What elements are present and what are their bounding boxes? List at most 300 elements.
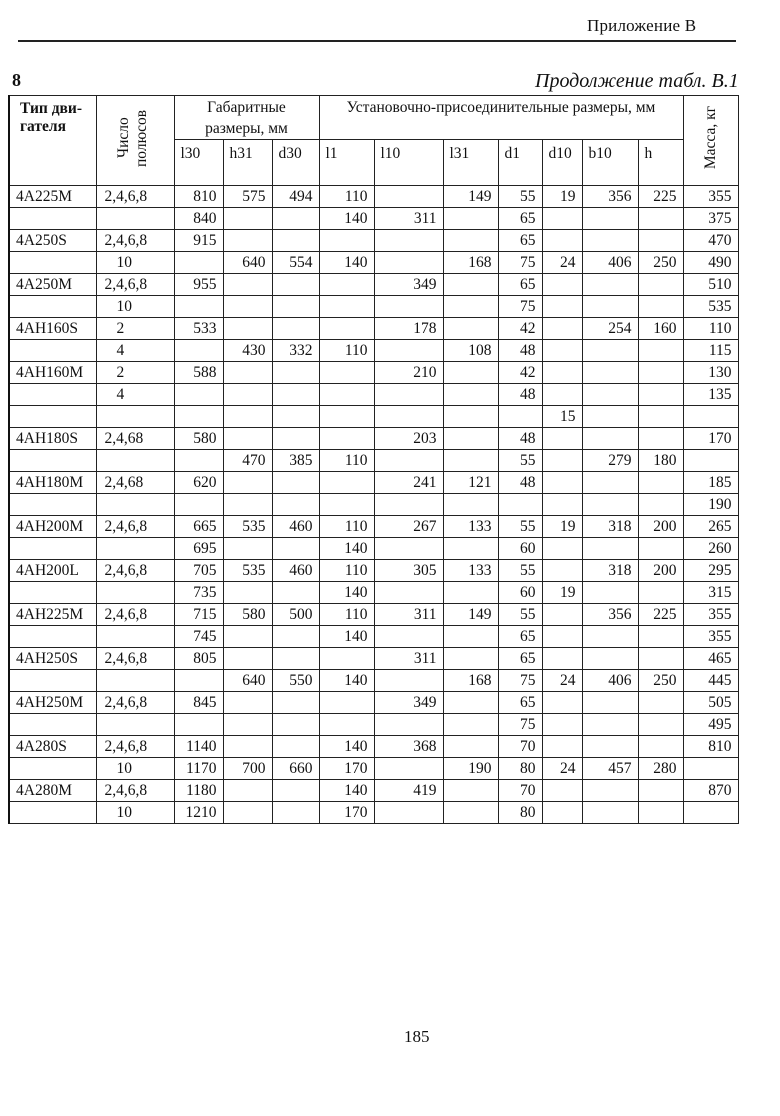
cell-l31 [443,274,498,296]
table-row [9,472,738,494]
cell-poles: 2,4,6,8 [96,230,174,252]
cell-d30 [272,472,319,494]
cell-d1 [498,494,542,516]
cell-poles [96,670,174,692]
cell-d10: 19 [542,186,582,208]
cell-type [9,714,96,736]
cell-l30: 840 [174,208,223,230]
cell-d10: 24 [542,670,582,692]
cell-d10 [542,494,582,516]
cell-mass: 190 [683,494,738,516]
cell-l30 [174,252,223,274]
cell-poles [96,582,174,604]
cell-type [9,758,96,780]
cell-d1: 55 [498,186,542,208]
cell-l10: 349 [374,274,443,296]
cell-mass: 110 [683,318,738,340]
cell-mass: 465 [683,648,738,670]
header-h31: h31 [223,140,272,186]
header-b10: b10 [582,140,638,186]
cell-poles: 2,4,6,8 [96,780,174,802]
header-d30: d30 [272,140,319,186]
cell-h [638,494,683,516]
cell-h31 [223,780,272,802]
table-row [9,802,738,824]
cell-poles [96,626,174,648]
cell-d30: 500 [272,604,319,626]
cell-mass: 315 [683,582,738,604]
cell-h [638,582,683,604]
cell-d1: 42 [498,362,542,384]
table-row [9,516,738,538]
cell-mass: 115 [683,340,738,362]
cell-h [638,406,683,428]
cell-b10: 406 [582,252,638,274]
table-row [9,714,738,736]
table-row [9,736,738,758]
cell-l10: 419 [374,780,443,802]
cell-d30 [272,384,319,406]
cell-l30: 533 [174,318,223,340]
cell-mass [683,802,738,824]
cell-type [9,494,96,516]
cell-d1: 55 [498,450,542,472]
header-mounting-dimensions: Установочно-присоединительные размеры, мм [319,96,683,140]
table-row [9,318,738,340]
table-row [9,538,738,560]
cell-l1 [319,274,374,296]
cell-poles: 2 [96,362,174,384]
cell-l31: 168 [443,670,498,692]
cell-d30: 494 [272,186,319,208]
cell-d1: 55 [498,604,542,626]
cell-l1: 140 [319,670,374,692]
cell-h31 [223,384,272,406]
cell-type [9,252,96,274]
table-row [9,494,738,516]
cell-l30 [174,494,223,516]
cell-d10 [542,318,582,340]
cell-poles: 10 [96,252,174,274]
cell-d1: 80 [498,758,542,780]
cell-l1: 110 [319,560,374,582]
cell-d1: 65 [498,230,542,252]
cell-d30 [272,208,319,230]
cell-b10 [582,780,638,802]
cell-h31: 575 [223,186,272,208]
cell-d10 [542,802,582,824]
cell-poles: 2,4,68 [96,428,174,450]
cell-d10 [542,736,582,758]
cell-h [638,538,683,560]
cell-l31: 133 [443,560,498,582]
cell-d10: 24 [542,252,582,274]
cell-h31 [223,802,272,824]
cell-d1: 48 [498,384,542,406]
cell-type: 4AH180S [9,428,96,450]
cell-type [9,296,96,318]
cell-d1: 60 [498,582,542,604]
cell-l10 [374,406,443,428]
cell-l31: 190 [443,758,498,780]
cell-poles: 2,4,68 [96,472,174,494]
cell-d10 [542,538,582,560]
cell-d30: 460 [272,516,319,538]
cell-l1: 110 [319,450,374,472]
cell-d30: 332 [272,340,319,362]
cell-l31 [443,714,498,736]
cell-l30 [174,340,223,362]
cell-d1: 60 [498,538,542,560]
cell-h: 250 [638,670,683,692]
table-body [9,186,738,824]
cell-l10: 311 [374,648,443,670]
table-row [9,692,738,714]
cell-l10: 349 [374,692,443,714]
header-poles [96,96,174,186]
cell-l1: 140 [319,538,374,560]
cell-poles: 2,4,6,8 [96,516,174,538]
cell-type [9,450,96,472]
cell-l30: 1180 [174,780,223,802]
cell-d30 [272,692,319,714]
cell-b10 [582,406,638,428]
cell-d10 [542,296,582,318]
cell-b10 [582,362,638,384]
cell-type: 4A280S [9,736,96,758]
cell-l30 [174,450,223,472]
cell-d30 [272,428,319,450]
cell-b10: 318 [582,516,638,538]
cell-type [9,802,96,824]
cell-type: 4AH250M [9,692,96,714]
cell-l10: 203 [374,428,443,450]
cell-l30 [174,384,223,406]
cell-poles [96,450,174,472]
cell-h: 160 [638,318,683,340]
cell-b10 [582,494,638,516]
cell-l31 [443,450,498,472]
cell-h [638,340,683,362]
cell-d10: 15 [542,406,582,428]
cell-l10 [374,186,443,208]
cell-b10 [582,626,638,648]
cell-h31: 640 [223,252,272,274]
cell-mass [683,406,738,428]
cell-h31: 470 [223,450,272,472]
cell-d30 [272,714,319,736]
cell-d30 [272,538,319,560]
cell-type: 4A250M [9,274,96,296]
table-row [9,274,738,296]
table-row [9,186,738,208]
cell-l31 [443,208,498,230]
cell-l1: 140 [319,736,374,758]
cell-mass: 260 [683,538,738,560]
cell-h [638,274,683,296]
cell-d30 [272,780,319,802]
cell-l31 [443,802,498,824]
cell-type: 4AH200M [9,516,96,538]
table-row [9,230,738,252]
cell-l10: 311 [374,604,443,626]
cell-l10 [374,384,443,406]
cell-h [638,780,683,802]
cell-mass: 445 [683,670,738,692]
cell-h [638,384,683,406]
cell-l10: 241 [374,472,443,494]
header-l10: l10 [374,140,443,186]
running-head: Приложение В [587,16,697,35]
cell-l31 [443,406,498,428]
cell-b10 [582,802,638,824]
cell-d30 [272,494,319,516]
cell-d30 [272,802,319,824]
cell-h: 225 [638,186,683,208]
cell-l10 [374,538,443,560]
cell-mass: 355 [683,186,738,208]
cell-h31 [223,582,272,604]
cell-mass: 505 [683,692,738,714]
cell-l10 [374,582,443,604]
cell-l10 [374,758,443,780]
cell-mass: 490 [683,252,738,274]
table-row [9,450,738,472]
table-row [9,384,738,406]
cell-l1: 140 [319,252,374,274]
cell-l1 [319,648,374,670]
cell-poles: 2,4,6,8 [96,274,174,296]
cell-type [9,538,96,560]
cell-mass [683,758,738,780]
table-row [9,670,738,692]
cell-d30 [272,318,319,340]
cell-l30: 1210 [174,802,223,824]
cell-d30: 550 [272,670,319,692]
cell-l10: 368 [374,736,443,758]
cell-h31: 430 [223,340,272,362]
cell-poles: 2,4,6,8 [96,186,174,208]
cell-b10 [582,230,638,252]
table-row [9,406,738,428]
cell-d1: 75 [498,252,542,274]
cell-l10 [374,230,443,252]
cell-l1 [319,406,374,428]
cell-d1: 70 [498,736,542,758]
cell-h31: 535 [223,560,272,582]
table-row [9,582,738,604]
cell-d1: 75 [498,296,542,318]
cell-b10: 356 [582,186,638,208]
cell-d10 [542,362,582,384]
cell-type: 4AH180M [9,472,96,494]
cell-poles: 2,4,6,8 [96,736,174,758]
cell-l30: 810 [174,186,223,208]
cell-l10 [374,714,443,736]
table-row [9,428,738,450]
cell-mass: 870 [683,780,738,802]
cell-poles: 2,4,6,8 [96,692,174,714]
cell-mass: 495 [683,714,738,736]
cell-d30 [272,406,319,428]
cell-l1: 140 [319,626,374,648]
cell-mass: 170 [683,428,738,450]
cell-h31 [223,362,272,384]
cell-mass: 355 [683,626,738,648]
cell-l1 [319,362,374,384]
header-d10: d10 [542,140,582,186]
cell-d10 [542,428,582,450]
cell-l30: 695 [174,538,223,560]
cell-d30 [272,362,319,384]
cell-h31 [223,714,272,736]
cell-mass: 185 [683,472,738,494]
table-row [9,648,738,670]
cell-d10 [542,560,582,582]
cell-d1: 70 [498,780,542,802]
cell-poles [96,208,174,230]
cell-mass: 130 [683,362,738,384]
cell-poles: 2,4,6,8 [96,560,174,582]
cell-l30: 705 [174,560,223,582]
cell-h31: 535 [223,516,272,538]
cell-l1 [319,714,374,736]
cell-l30 [174,406,223,428]
table-row [9,252,738,274]
cell-l1: 170 [319,758,374,780]
cell-l31 [443,384,498,406]
cell-h [638,208,683,230]
header-l1: l1 [319,140,374,186]
cell-d30: 554 [272,252,319,274]
cell-h31 [223,692,272,714]
header-l30: l30 [174,140,223,186]
cell-d10 [542,626,582,648]
cell-h: 225 [638,604,683,626]
cell-l10: 305 [374,560,443,582]
cell-h31 [223,208,272,230]
cell-mass: 135 [683,384,738,406]
cell-d10 [542,274,582,296]
cell-l10: 267 [374,516,443,538]
cell-poles [96,538,174,560]
cell-h31 [223,736,272,758]
cell-d10: 19 [542,582,582,604]
cell-l30: 845 [174,692,223,714]
cell-d10 [542,780,582,802]
cell-b10: 279 [582,450,638,472]
cell-h31 [223,406,272,428]
cell-l1: 170 [319,802,374,824]
cell-d30: 660 [272,758,319,780]
header-motor-type: Тип дви-гателя [9,96,96,186]
cell-type: 4A225M [9,186,96,208]
cell-d30 [272,626,319,648]
cell-h31 [223,494,272,516]
cell-d1: 48 [498,340,542,362]
cell-b10 [582,648,638,670]
cell-l30: 735 [174,582,223,604]
table-row [9,296,738,318]
cell-l30: 715 [174,604,223,626]
cell-l1: 140 [319,780,374,802]
cell-b10 [582,340,638,362]
cell-b10: 457 [582,758,638,780]
cell-h31 [223,626,272,648]
page-mark: 8 [12,70,21,90]
cell-l1 [319,472,374,494]
cell-l31: 121 [443,472,498,494]
cell-d1: 65 [498,648,542,670]
cell-d30 [272,296,319,318]
cell-l10 [374,802,443,824]
cell-h [638,626,683,648]
cell-l31 [443,494,498,516]
cell-l30: 805 [174,648,223,670]
cell-type [9,582,96,604]
cell-d30 [272,230,319,252]
cell-l31: 108 [443,340,498,362]
cell-h [638,648,683,670]
cell-l31: 168 [443,252,498,274]
cell-b10 [582,538,638,560]
cell-l1 [319,296,374,318]
cell-h [638,428,683,450]
cell-l30: 745 [174,626,223,648]
cell-l10 [374,296,443,318]
cell-mass: 295 [683,560,738,582]
cell-h31 [223,538,272,560]
cell-type: 4AH250S [9,648,96,670]
cell-h [638,296,683,318]
cell-d1: 80 [498,802,542,824]
cell-l1: 140 [319,208,374,230]
cell-d10 [542,692,582,714]
cell-type [9,340,96,362]
cell-h: 200 [638,516,683,538]
cell-type [9,670,96,692]
cell-l1: 110 [319,186,374,208]
cell-d10 [542,472,582,494]
cell-poles: 10 [96,296,174,318]
cell-l31: 149 [443,604,498,626]
cell-b10: 406 [582,670,638,692]
cell-d30 [272,736,319,758]
cell-l1 [319,318,374,340]
cell-l1: 110 [319,604,374,626]
cell-d10 [542,604,582,626]
table-row [9,362,738,384]
cell-l30: 1170 [174,758,223,780]
cell-h: 200 [638,560,683,582]
cell-d1: 48 [498,472,542,494]
motor-dimensions-table [8,95,739,824]
cell-l31 [443,780,498,802]
cell-b10 [582,582,638,604]
cell-d1: 55 [498,560,542,582]
cell-b10: 254 [582,318,638,340]
cell-d1: 65 [498,208,542,230]
cell-d30: 385 [272,450,319,472]
cell-l1 [319,692,374,714]
cell-h: 180 [638,450,683,472]
cell-d30 [272,648,319,670]
cell-b10 [582,384,638,406]
cell-l30: 665 [174,516,223,538]
cell-l31: 133 [443,516,498,538]
cell-l30 [174,296,223,318]
cell-l1 [319,384,374,406]
